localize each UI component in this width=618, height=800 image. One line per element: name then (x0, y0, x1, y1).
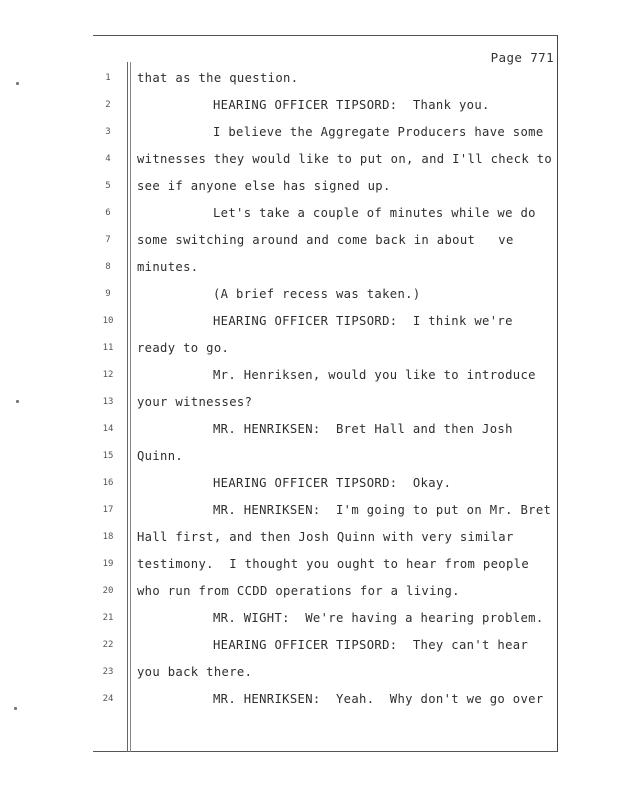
line-number: 23 (102, 667, 114, 677)
page-number: Page 771 (490, 50, 554, 65)
transcript-line: you back there. (137, 665, 253, 679)
line-number: 9 (105, 289, 111, 299)
transcript-line: testimony. I thought you ought to hear from people (137, 557, 530, 571)
line-number: 11 (102, 343, 114, 353)
transcript-line: your witnesses? (137, 395, 253, 409)
line-number: 6 (105, 208, 111, 218)
line-number: 5 (105, 181, 111, 191)
transcript-line: MR. HENRIKSEN: I'm going to put on Mr. Bret (213, 503, 552, 517)
scan-speck (16, 400, 19, 403)
line-number: 20 (102, 586, 114, 596)
transcript-line: ready to go. (137, 341, 230, 355)
transcript-line: (A brief recess was taken.) (213, 287, 421, 301)
transcript-line: HEARING OFFICER TIPSORD: Okay. (213, 476, 452, 490)
scan-speck (16, 82, 19, 85)
transcript-line: Mr. Henriksen, would you like to introduce (213, 368, 536, 382)
transcript-line: some switching around and come back in about ve (137, 233, 514, 247)
transcript-line: Hall first, and then Josh Quinn with very similar (137, 530, 514, 544)
line-number: 19 (102, 559, 114, 569)
transcript-line: witnesses they would like to put on, and I'll check to (137, 152, 553, 166)
transcript-line: I believe the Aggregate Producers have some (213, 125, 544, 139)
transcript-line: see if anyone else has signed up. (137, 179, 391, 193)
transcript-line: MR. HENRIKSEN: Bret Hall and then Josh (213, 422, 513, 436)
line-number: 16 (102, 478, 114, 488)
transcript-line: MR. WIGHT: We're having a hearing problem. (213, 611, 544, 625)
transcript-line: HEARING OFFICER TIPSORD: They can't hear (213, 638, 529, 652)
scan-speck (14, 707, 17, 710)
line-number: 8 (105, 262, 111, 272)
margin-rule (127, 62, 128, 752)
margin-rule (130, 62, 131, 752)
line-number: 3 (105, 127, 111, 137)
line-number: 22 (102, 640, 114, 650)
transcript-line: Quinn. (137, 449, 184, 463)
line-number: 15 (102, 451, 114, 461)
line-number: 21 (102, 613, 114, 623)
line-number: 18 (102, 532, 114, 542)
transcript-line: Let's take a couple of minutes while we do (213, 206, 536, 220)
transcript-line: who run from CCDD operations for a living. (137, 584, 460, 598)
transcript-line: HEARING OFFICER TIPSORD: Thank you. (213, 98, 490, 112)
line-number: 4 (105, 154, 111, 164)
transcript-line: that as the question. (137, 71, 299, 85)
transcript-line: minutes. (137, 260, 199, 274)
line-number: 7 (105, 235, 111, 245)
transcript-line: HEARING OFFICER TIPSORD: I think we're (213, 314, 513, 328)
line-number: 2 (105, 100, 111, 110)
line-number: 1 (105, 73, 111, 83)
line-number: 13 (102, 397, 114, 407)
transcript-line: MR. HENRIKSEN: Yeah. Why don't we go over (213, 692, 544, 706)
line-number: 17 (102, 505, 114, 515)
line-number: 14 (102, 424, 114, 434)
line-number: 12 (102, 370, 114, 380)
line-number: 24 (102, 694, 114, 704)
line-number: 10 (102, 316, 114, 326)
